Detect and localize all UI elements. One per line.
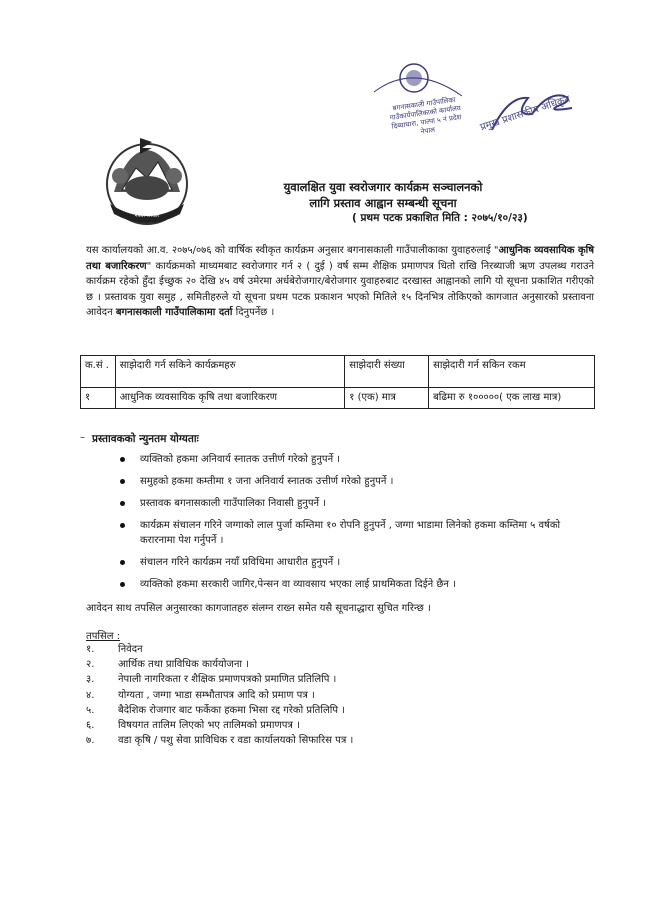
document-list xyxy=(86,642,506,748)
officer-designation: प्रमुख प्रशासकीय अधिकृत xyxy=(478,93,572,134)
list-item xyxy=(86,688,506,703)
intro-part2: " कार्यक्रमको माध्यमबाट स्वरोजगार गर्न २ ( दुई ) वर्ष सम्म शैक्षिक प्रमाणपत्र धितो राखि निरब्याजी ऋण उपलब्ध गराउने कार्यक्रम रहेको हुँदा ईच्छुक २० देखि ४५ वर्ष उमेरमा अर्धबेरोजगार/बेरोजगार युवाहरुबाट दरखास्त आह्वानको लागि यो सूचना प्रकाशित गरीएको छ । प्रस्तावक युवा समुह , समितीहरुले यो सूचना प्रथम पटक प्रकाशन भएको मितिले १५ दिनभित्र तोकिएको कागजात अनुसारको प्रस्तावना आवेदन xyxy=(86,260,594,318)
notice-title-line1: युवालक्षित युवा स्वरोजगार कार्यक्रम सञ्चालनको xyxy=(283,180,483,194)
item-text: योग्यता , जग्गा भाडा सम्भौतापत्र आदि को प्रमाण पत्र । xyxy=(118,689,315,701)
emblem-text: नेपाल सरकार xyxy=(134,213,160,219)
publication-date: ( प्रथम पटक प्रकाशित मिति : २०७५/१०/२३) xyxy=(352,212,528,224)
list-item: संचालन गरिने कार्यक्रम नयाँ प्रविधिमा आधारीत हुनुपर्ने । xyxy=(118,555,588,570)
item-number: २. xyxy=(86,659,95,671)
intro-part1: यस कार्यालयको आ.व. २०७५/०७६ को वार्षिक स्वीकृत कार्यक्रम अनुसार बगनासकाली गाउँपालीकाका युवाहरुलाई " xyxy=(86,245,499,256)
item-number: ४. xyxy=(86,689,95,701)
program-table xyxy=(80,355,595,409)
intro-paragraph xyxy=(86,243,594,321)
program-name: आधुनिक व्यवसायिक कृषि तथा बजारिकरण xyxy=(86,245,594,272)
qualification-dash: – xyxy=(80,432,85,443)
qualification-heading: प्रस्तावकको न्युनतम योग्यताः xyxy=(92,433,199,445)
list-item xyxy=(86,642,506,657)
qualification-list xyxy=(118,452,588,599)
list-item: प्रस्तावक बगनासकाली गाउँपालिका निवासी हुनुपर्ने । xyxy=(118,496,588,511)
item-text: वडा कृषि / पशु सेवा प्राविधिक र वडा कार्यालयको सिफारिस पत्र । xyxy=(118,735,354,747)
closing-sentence: आवेदन साथ तपसिल अनुसारका कागजातहरु संलग्न राख्न समेत यसै सूचनाद्धारा सुचित गरिन्छ । xyxy=(86,603,431,614)
item-text: बैदेशिक रोजगार बाट फर्केका हकमा भिसा रद्द गरेको प्रतिलिपि । xyxy=(118,704,345,716)
list-item xyxy=(86,672,506,687)
cell-program: आधुनिक व्यवसायिक कृषि तथा बजारिकरण xyxy=(115,388,344,409)
tapasil-heading: तपसिल : xyxy=(86,631,121,642)
col-header-program: साझेदारी गर्न सकिने कार्यक्रमहरु xyxy=(115,356,344,388)
cell-sn: १ xyxy=(81,388,116,409)
cell-count: १ (एक) मात्र xyxy=(345,388,429,409)
office-name: बगनासकाली गाउँपालिकामा दर्ता xyxy=(115,307,233,318)
cell-amount: बढिमा रु १०००००( एक लाख मात्र) xyxy=(429,388,595,409)
list-item: व्यक्तिको हकमा सरकारी जागिर,पेन्सन वा व्यावसाय भएका लाई प्राथमिकता दिईने छैन । xyxy=(118,577,588,592)
list-item xyxy=(86,703,506,718)
list-item: समुहको हकमा कम्तीमा १ जना अनिवार्य स्नातक उत्तीर्ण गरेको हुनुपर्ने । xyxy=(118,474,588,489)
item-number: ३. xyxy=(86,674,95,686)
item-text: नेपाली नागरिकता र शैक्षिक प्रमाणपत्रको प्रमाणित प्रतिलिपि । xyxy=(118,674,337,686)
notice-title-line2: लागि प्रस्ताव आह्वान सम्बन्धी सूचना xyxy=(309,196,457,210)
list-item xyxy=(86,657,506,672)
item-number: ५. xyxy=(86,704,95,716)
col-header-count: साझेदारी संख्या xyxy=(345,356,429,388)
table-row xyxy=(81,388,595,409)
item-text: आर्थिक तथा प्राविधिक कार्ययोजना । xyxy=(118,659,249,671)
list-item xyxy=(86,718,506,733)
table-header-row xyxy=(81,356,595,388)
list-item xyxy=(86,733,506,748)
intro-part3: दिनुपर्नेछ । xyxy=(232,307,275,318)
item-number: १. xyxy=(86,644,95,655)
item-number: ६. xyxy=(86,720,95,732)
item-text: निवेदन xyxy=(118,644,143,655)
list-item: व्यक्तिको हकमा अनिवार्य स्नातक उत्तीर्ण गरेको हुनुपर्ने । xyxy=(118,452,588,467)
col-header-amount: साझेदारी गर्न सकिन रकम xyxy=(429,356,595,388)
col-header-sn: क.सं . xyxy=(81,356,116,388)
item-number: ७. xyxy=(86,735,95,747)
stamp-text: बगनासकाली गाउँपालिका गाउँकार्यपालिकाको कार्यालय दिब्याधारा, पाल्पा ५ नं प्रदेश नेपाल xyxy=(389,95,462,136)
list-item: कार्यक्रम संचालन गरिने जग्गाको लाल पुर्जा कम्तिमा १० रोपनि हुनुपर्ने , जग्गा भाडामा लिनेको हकमा कम्तिमा ५ वर्षको करारनामा पेश गर्नुपर्ने । xyxy=(118,518,588,548)
item-text: विषयगत तालिम लिएको भए तालिमको प्रमाणपत्र । xyxy=(118,720,300,732)
